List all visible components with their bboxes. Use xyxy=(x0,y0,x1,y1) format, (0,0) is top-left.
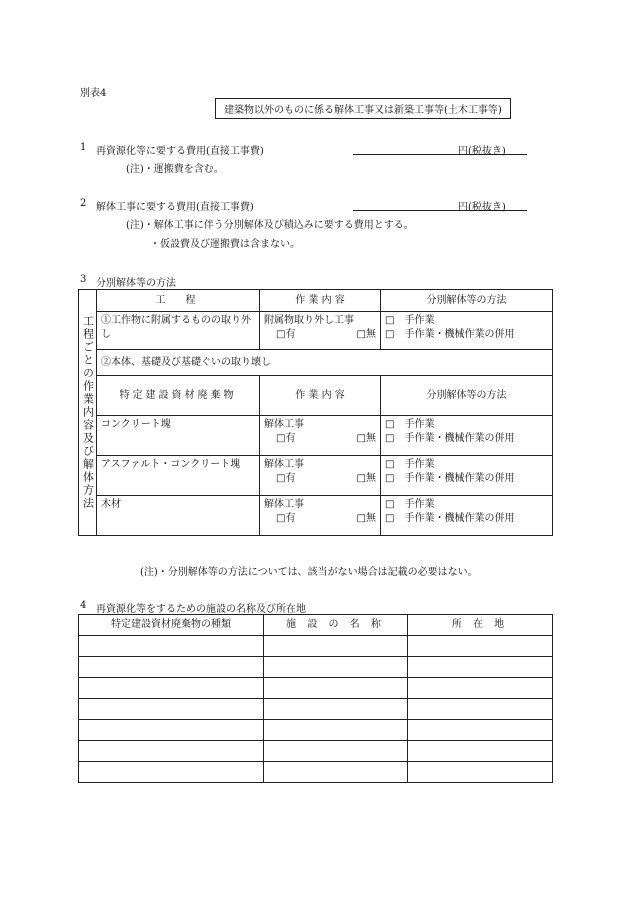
section4-title: 再資源化等をするための施設の名称及び所在地 xyxy=(96,604,306,615)
form-label: 別表4 xyxy=(80,88,107,99)
material-name: コンクリート塊 xyxy=(97,416,260,456)
header-facility: 施 設 の 名 称 xyxy=(264,615,408,636)
kind-input[interactable] xyxy=(79,762,264,783)
table-row xyxy=(79,657,553,678)
material-method-cell xyxy=(381,456,553,496)
kind-input[interactable] xyxy=(79,657,264,678)
kind-input[interactable] xyxy=(79,636,264,657)
material-work-cell xyxy=(260,416,381,456)
table-row xyxy=(79,636,553,657)
material-work-cell xyxy=(260,496,381,536)
row1-work-cell xyxy=(260,312,381,350)
material-work: 解体工事 xyxy=(264,459,304,470)
location-input[interactable] xyxy=(408,636,553,657)
kind-input[interactable] xyxy=(79,741,264,762)
material-yes-checkbox[interactable]: □有 xyxy=(276,473,296,484)
location-input[interactable] xyxy=(408,678,553,699)
kind-input[interactable] xyxy=(79,678,264,699)
table-row xyxy=(79,699,553,720)
material-name: アスファルト・コンクリート塊 xyxy=(97,456,260,496)
table-row xyxy=(79,678,553,699)
header-method: 分別解体等の方法 xyxy=(381,290,553,312)
material-manual-checkbox[interactable]: □ 手作業 xyxy=(385,419,435,430)
material-no-checkbox[interactable]: □無 xyxy=(356,513,376,524)
material-method-cell xyxy=(381,496,553,536)
section1-number: 1 xyxy=(80,142,87,153)
material-work: 解体工事 xyxy=(264,499,304,510)
section2-unit: 円(税抜き) xyxy=(458,202,506,213)
section2-label: 解体工事に要する費用(直接工事費) xyxy=(96,202,254,213)
header-location: 所 在 地 xyxy=(408,615,553,636)
facility-input[interactable] xyxy=(264,678,408,699)
section4-number: 4 xyxy=(80,600,87,611)
table-row xyxy=(79,741,553,762)
material-name: 木材 xyxy=(97,496,260,536)
location-input[interactable] xyxy=(408,762,553,783)
facility-input[interactable] xyxy=(264,720,408,741)
material-work: 解体工事 xyxy=(264,419,304,430)
section1-note: (注)・運搬費を含む。 xyxy=(126,164,224,175)
table-row xyxy=(79,720,553,741)
row1-process: ①工作物に附属するものの取り外し xyxy=(97,312,260,350)
material-work-cell xyxy=(260,456,381,496)
row1-yes-checkbox[interactable]: □有 xyxy=(276,329,296,340)
table-row xyxy=(79,762,553,783)
facility-input[interactable] xyxy=(264,657,408,678)
header-kind: 特定建設資材廃棄物の種類 xyxy=(79,615,264,636)
material-combined-checkbox[interactable]: □ 手作業・機械作業の併用 xyxy=(385,513,515,524)
row1-method-cell xyxy=(381,312,553,350)
section1-label: 再資源化等に要する費用(直接工事費) xyxy=(96,146,264,157)
kind-input[interactable] xyxy=(79,699,264,720)
location-input[interactable] xyxy=(408,720,553,741)
material-combined-checkbox[interactable]: □ 手作業・機械作業の併用 xyxy=(385,433,515,444)
row1-manual-checkbox[interactable]: □ 手作業 xyxy=(385,315,435,326)
header-process: 工 程 xyxy=(97,290,260,312)
section3-title: 分別解体等の方法 xyxy=(96,278,176,289)
section2-note1: (注)・解体工事に伴う分別解体及び積込みに要する費用とする。 xyxy=(126,220,414,231)
location-input[interactable] xyxy=(408,741,553,762)
material-manual-checkbox[interactable]: □ 手作業 xyxy=(385,459,435,470)
side-label: 工程ごとの作業内容及び解体方法 xyxy=(79,290,97,536)
facility-input[interactable] xyxy=(264,636,408,657)
section2-number: 2 xyxy=(80,198,87,209)
material-manual-checkbox[interactable]: □ 手作業 xyxy=(385,499,435,510)
row1-work: 附属物取り外し工事 xyxy=(264,315,354,326)
subheader-material: 特定建設資材廃棄物 xyxy=(97,376,260,416)
material-yes-checkbox[interactable]: □有 xyxy=(276,433,296,444)
row1-no-checkbox[interactable]: □無 xyxy=(356,329,376,340)
material-method-cell xyxy=(381,416,553,456)
subheader-work: 作 業 内 容 xyxy=(260,376,381,416)
facility-input[interactable] xyxy=(264,762,408,783)
form-title: 建築物以外のものに係る解体工事又は新築工事等(土木工事等) xyxy=(215,98,511,119)
location-input[interactable] xyxy=(408,699,553,720)
location-input[interactable] xyxy=(408,657,553,678)
demolition-method-table xyxy=(78,289,553,536)
section3-note: (注)・分別解体等の方法については、該当がない場合は記載の必要はない。 xyxy=(140,567,478,578)
section2-note2: ・仮設費及び運搬費は含まない。 xyxy=(150,239,300,250)
subheader-method: 分別解体等の方法 xyxy=(381,376,553,416)
facility-table xyxy=(78,614,553,783)
kind-input[interactable] xyxy=(79,720,264,741)
material-no-checkbox[interactable]: □無 xyxy=(356,433,376,444)
facility-input[interactable] xyxy=(264,741,408,762)
section1-unit: 円(税抜き) xyxy=(458,146,506,157)
facility-input[interactable] xyxy=(264,699,408,720)
header-work: 作 業 内 容 xyxy=(260,290,381,312)
row1-combined-checkbox[interactable]: □ 手作業・機械作業の併用 xyxy=(385,329,515,340)
material-yes-checkbox[interactable]: □有 xyxy=(276,513,296,524)
row2-title: ②本体、基礎及び基礎ぐいの取り壊し xyxy=(97,350,553,376)
section3-number: 3 xyxy=(80,274,87,285)
material-no-checkbox[interactable]: □無 xyxy=(356,473,376,484)
material-combined-checkbox[interactable]: □ 手作業・機械作業の併用 xyxy=(385,473,515,484)
